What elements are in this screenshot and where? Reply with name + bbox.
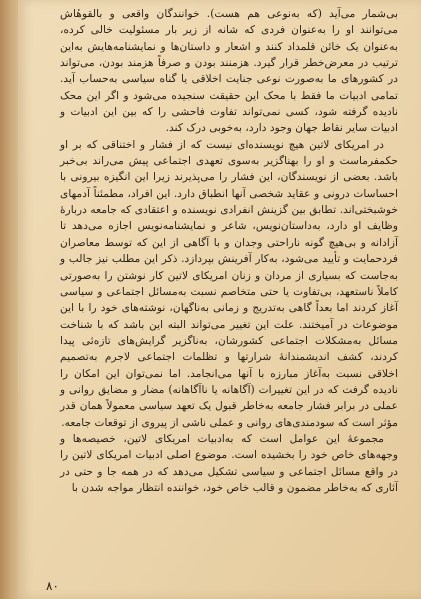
body-text — [60, 6, 398, 496]
paragraph-2: در امریکای لاتین هیچ نویسنده‌ای نیست که از فشار و اختناقی که بر او حکمفرماست و او را بهناگزیر به‌سوی تعهدی اجتماعی پیش می‌راند بی‌خبر باشد. بعضی از نویسندگان، این فشار را می‌پذیرند زیرا این انگیزه بیرونی با احساسات درونی و عقاید شخصی آنها انطباق دارد. این افراد، مطمئناً آدمهای خوشبختی‌اند. تطابق بین گزینش انفرادی نویسنده و اعتقادی که جامعه دربارهٔ وظایف او دارد، به‌داستان‌نویس، شاعر و نمایشنامه‌نویس اجازه می‌دهد تا آزادانه و بی‌هیچ گونه ناراحتی وجدان و با آگاهی از این که توسط معاصران فردحمایت و تأیید می‌شود، به‌کار آفرینش بپردازد. ذکر این مطلب نیز جالب و به‌جاست که بسیاری از مردان و زنان امریکای لاتین کار نوشتن را به‌صورتی کاملاً ناستعهد، بی‌تفاوت یا حتی متخاصم نسبت به‌مسائل اجتماعی و سیاسی آغاز کردند اما بعداً گاهی به‌تدریج و زمانی به‌ناگهان، نوشته‌های خود را با این موضوعات در آمیختند. علت این تغییر می‌تواند البته این باشد که با شناخت مسائل به‌مشکلات اجتماعی کشورشان، به‌ناگزیر گرایش‌های تازه‌ئی پیدا کردند، کشف اندیشمندانهٔ شرارتها و تظلمات اجتماعی لاجرم به‌تصمیم اخلاقی نسبت به‌آغاز مبارزه با آنها می‌انجامد. اما نمی‌توان این امکان را نادیده گرفت که در این تغییرات (آگاهانه یا ناآگاهانه) مضار و مضایق روانی و عملی در برابر فشار جامعه به‌خاطر قبول یک تعهد سیاسی معمولاً همان قدر مؤثر است که سودمندی‌های روانی و عملی ناشی از پیروی از توقعات جامعه. — [60, 137, 398, 429]
paragraph-3: مجموعهٔ این عوامل است که به‌ادبیات امریکای لاتین، خصیصه‌ها و وجهه‌های خاص خود را بخشیده است. موضوع اصلی ادبیات امریکای لاتین را در واقع مسائل اجتماعی و سیاسی تشکیل می‌دهد که در همه جا و حتی در آثاری که به‌خاطر مضمون و قالب خاص خود، خواننده انتظار مواجه شدن با — [60, 431, 398, 494]
page-number: ۸۰ — [46, 579, 59, 593]
paragraph-1: بی‌شمار می‌آید (که به‌نوعی هم هست). خوانندگان واقعی و بالقوهٔاش می‌توانند او را به‌عنوان فردی که شانه از زیر بار مسئولیت خالی کرده، به‌عنوان یک خائن قلمداد کنند و اشعار و داستان‌ها و نمایشنامه‌هایش به‌این ترتیب در معرض‌خطر قرار گیرد. هزمنند بودن و صرفاً هزمند بودن، می‌تواند در کشورهای ما به‌صورت نوعی جنایت اخلاقی یا گناه سیاسی به‌حساب آید. تمامی ادبیات ما فقط با محک این حقیقت سنجیده می‌شود و اگر این محک نادیده گرفته شود، کسی نمی‌تواند تفاوت فاحشی را که بین این ادبیات و ادبیات سایر نقاط جهان وجود دارد، به‌خوبی درک کند. — [60, 7, 398, 135]
book-binding-edge — [0, 0, 18, 599]
book-page — [18, 0, 421, 599]
